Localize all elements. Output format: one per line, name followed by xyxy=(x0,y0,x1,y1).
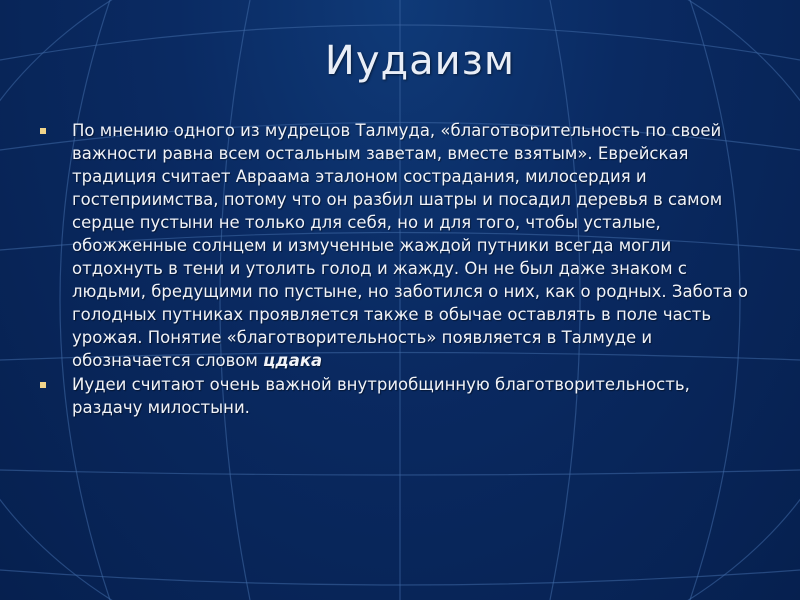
bullet-text: Иудеи считают очень важной внутриобщинную благотворительность, раздачу милостыни. xyxy=(72,375,690,417)
emphasized-term: цдака xyxy=(263,351,323,370)
bullet-square-icon xyxy=(40,382,46,388)
bullet-item xyxy=(36,119,756,372)
bullet-square-icon xyxy=(40,128,46,134)
slide-title: Иудаизм xyxy=(324,38,516,84)
slide-body xyxy=(36,119,756,419)
bullet-item xyxy=(36,373,756,419)
bullet-text: По мнению одного из мудрецов Талмуда, «благотворительность по своей важности равна всем остальным заветам, вместе взятым». Еврейская традиция считает Авраама эталоном сострадания, милосердия и гостеприимства, потому что он разбил шатры и посадил деревья в самом сердце пустыни не только для себя, но и для того, чтобы усталые, обожженные солнцем и измученные жаждой путники всегда могли отдохнуть в тени и утолить голод и жажду. Он не был даже знаком с людьми, бредущими по пустыне, но заботился о них, как о родных. Забота о голодных путниках проявляется также в обычае оставлять в поле часть урожая. Понятие «благотворительность» появляется в Талмуде и обозначается словом xyxy=(72,121,748,370)
